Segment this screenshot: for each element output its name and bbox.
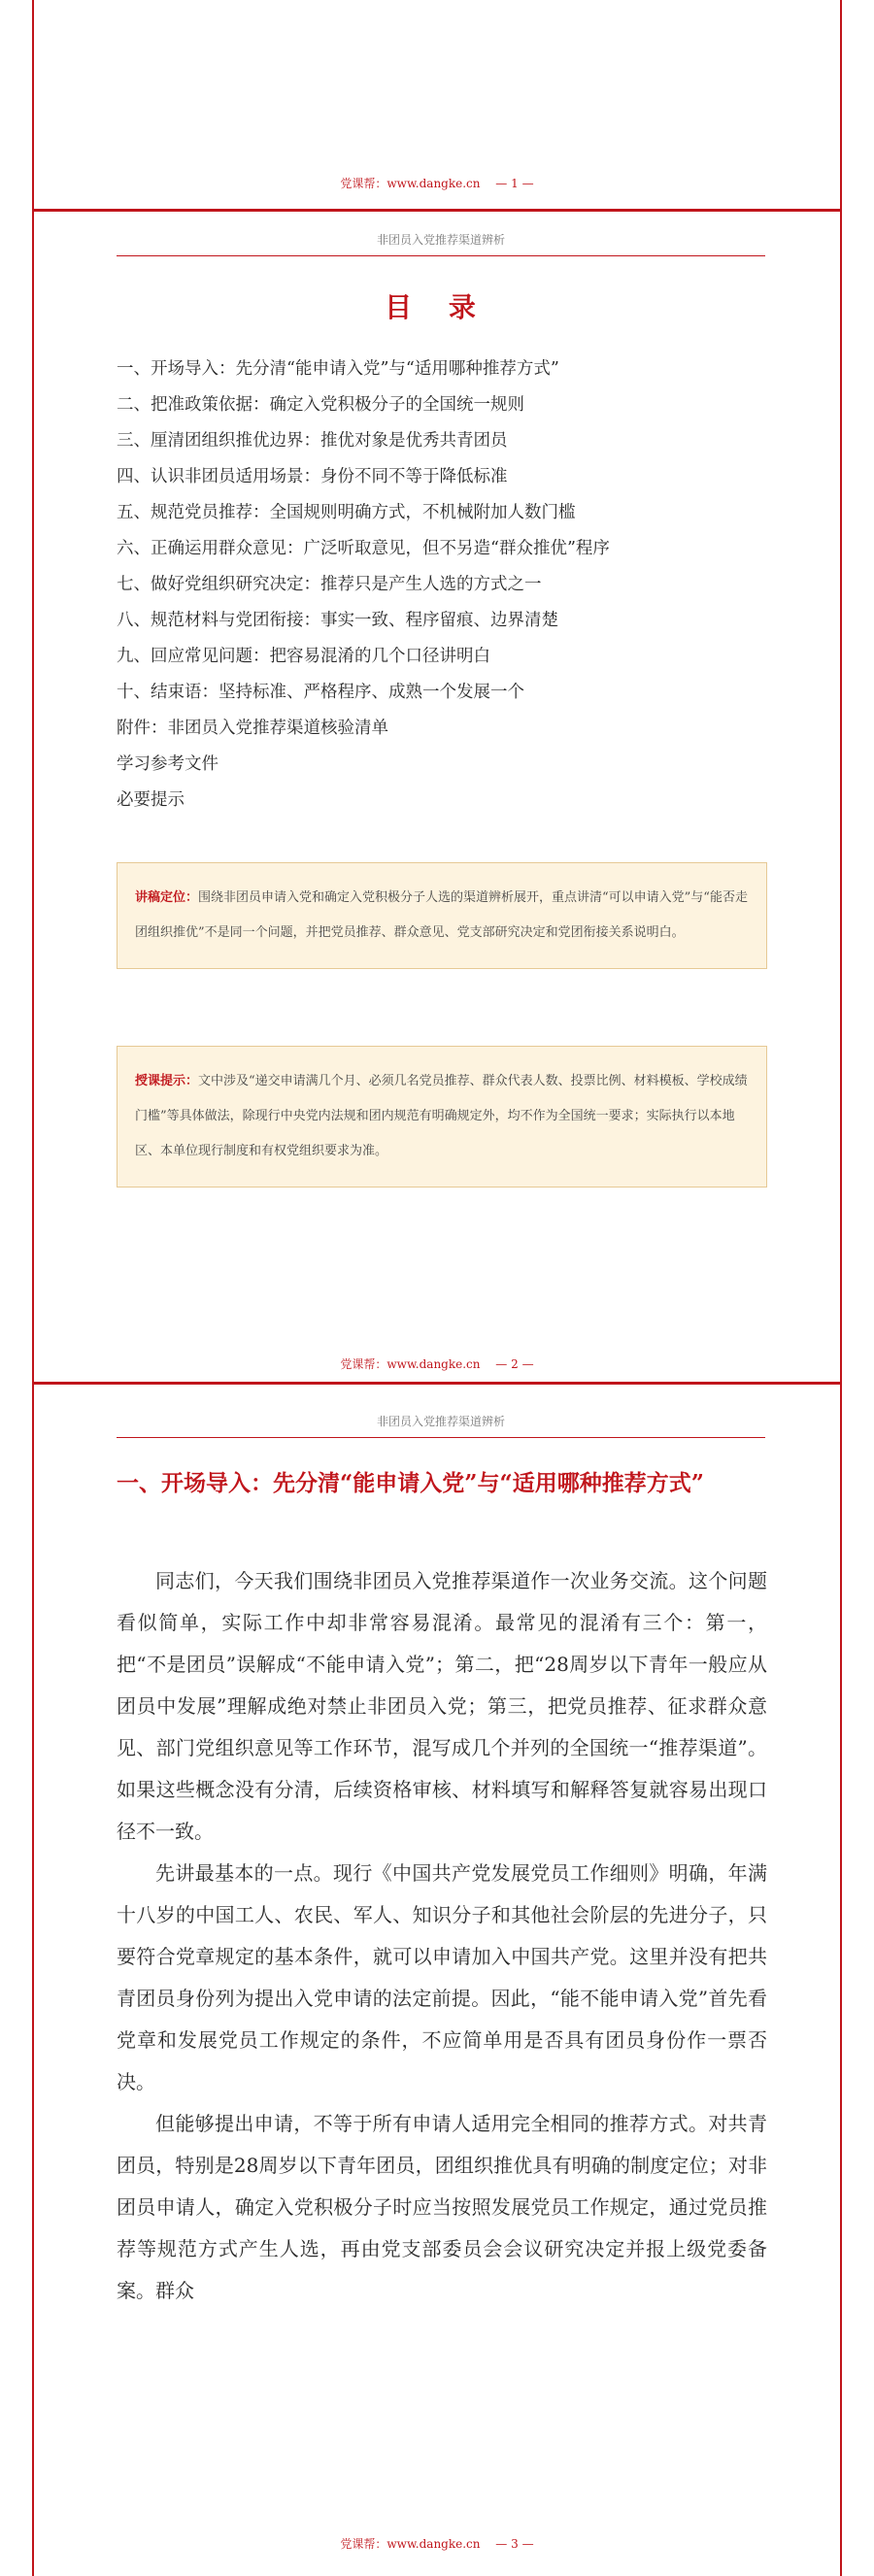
page-footer-2: 党课帮：www.dangke.cn — 2 — <box>340 1357 534 1371</box>
paragraph: 但能够提出申请，不等于所有申请人适用完全相同的推荐方式。对共青团员，特别是28周岁以下青年团员，团组织推优具有明确的制度定位；对非团员申请人，确定入党积极分子时应当按照发展党员工作规定，通过党员推荐等规范方式产生人选，再由党支部委员会会议研究决定并报上级党委备案。群众 <box>117 2112 767 2302</box>
section-body <box>117 1560 767 2312</box>
paragraph: 先讲最基本的一点。现行《中国共产党发展党员工作细则》明确，年满十八岁的中国工人、农民、军人、知识分子和其他社会阶层的先进分子，只要符合党章规定的基本条件，就可以申请加入中国共产党。这里并没有把共青团员身份列为提出入党申请的法定前提。因此，“能不能申请入党”首先看党章和发展党员工作规定的条件，不应简单用是否具有团员身份作一票否决。 <box>117 1861 767 2093</box>
table-of-contents <box>117 351 777 819</box>
running-header: 非团员入党推荐渠道辨析 <box>117 231 765 256</box>
toc-item[interactable]: 必要提示 <box>117 790 185 810</box>
note-label: 授课提示： <box>135 1074 199 1088</box>
paragraph: 同志们，今天我们围绕非团员入党推荐渠道作一次业务交流。这个问题看似简单，实际工作中却非常容易混淆。最常见的混淆有三个：第一，把“不是团员”误解成“不能申请入党”；第二，把“28周岁以下青年一般应从团员中发展”理解成绝对禁止非团员入党；第三，把党员推荐、征求群众意见、部门党组织意见等工作环节，混写成几个并列的全国统一“推荐渠道”。如果这些概念没有分清，后续资格审核、材料填写和解释答复就容易出现口径不一致。 <box>117 1569 767 1843</box>
toc-item[interactable]: 七、做好党组织研究决定：推荐只是产生人选的方式之一 <box>117 575 542 594</box>
toc-title: 目 录 <box>385 291 489 323</box>
toc-item[interactable]: 五、规范党员推荐：全国规则明确方式，不机械附加人数门槛 <box>117 503 576 522</box>
toc-item[interactable]: 四、认识非团员适用场景：身份不同不等于降低标准 <box>117 467 508 486</box>
running-header: 非团员入党推荐渠道辨析 <box>117 1413 765 1438</box>
toc-item[interactable]: 八、规范材料与党团衔接：事实一致、程序留痕、边界清楚 <box>117 611 558 630</box>
section-heading: 一、开场导入：先分清“能申请入党”与“适用哪种推荐方式” <box>117 1470 704 1496</box>
note-text: 围绕非团员申请入党和确定入党积极分子人选的渠道辨析展开，重点讲清“可以申请入党”与“能否走团组织推优”不是同一个问题，并把党员推荐、群众意见、党支部研究决定和党团衔接关系说明白。 <box>135 890 748 940</box>
note-label: 讲稿定位： <box>135 890 199 905</box>
page-footer-1: 党课帮：www.dangke.cn — 1 — <box>340 177 534 190</box>
toc-item[interactable]: 九、回应常见问题：把容易混淆的几个口径讲明白 <box>117 647 490 666</box>
lecture-position-note <box>117 862 767 969</box>
toc-item[interactable]: 三、厘清团组织推优边界：推优对象是优秀共青团员 <box>117 431 508 451</box>
toc-item[interactable]: 附件：非团员入党推荐渠道核验清单 <box>117 719 388 738</box>
note-text: 文中涉及“递交申请满几个月、必须几名党员推荐、群众代表人数、投票比例、材料模板、学校成绩门槛”等具体做法，除现行中央党内法规和团内规范有明确规定外，均不作为全国统一要求；实际执行以本地区、本单位现行制度和有权党组织要求为准。 <box>135 1074 748 1158</box>
toc-item[interactable]: 一、开场导入：先分清“能申请入党”与“适用哪种推荐方式” <box>117 359 559 379</box>
toc-item[interactable]: 学习参考文件 <box>117 754 218 774</box>
toc-item[interactable]: 二、把准政策依据：确定入党积极分子的全国统一规则 <box>117 395 524 415</box>
page-footer-3: 党课帮：www.dangke.cn — 3 — <box>340 2537 534 2551</box>
toc-item[interactable]: 六、正确运用群众意见：广泛听取意见，但不另造“群众推优”程序 <box>117 539 610 558</box>
toc-item[interactable]: 十、结束语：坚持标准、严格程序、成熟一个发展一个 <box>117 683 524 702</box>
teaching-tip-note <box>117 1046 767 1188</box>
